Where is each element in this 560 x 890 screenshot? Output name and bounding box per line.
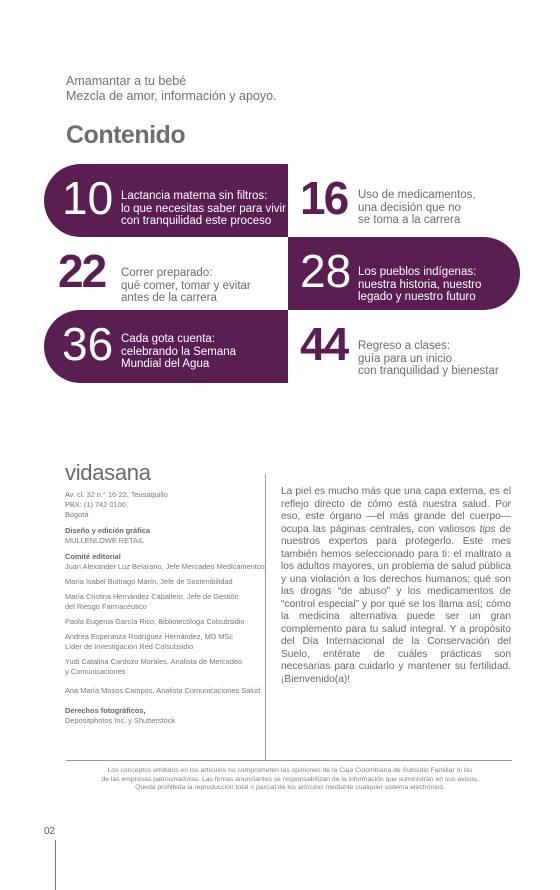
- page-number: 02: [44, 826, 56, 837]
- committee-member: [65, 686, 265, 696]
- page-rule: [55, 840, 56, 890]
- toc-page-number: 28: [300, 245, 352, 297]
- disclaimer-line: de las empresas patrocinadoras. Las firmas anunciantes se responsabilizan de la información que suministran en sus avisos.: [101, 775, 479, 783]
- toc-line: celebrando la Semana: [121, 345, 237, 358]
- member-line: Andrea Esperanza Rodríguez Hernández, MD MSc: [65, 632, 234, 641]
- toc-page-number: 36: [62, 318, 114, 370]
- toc-line: guía para un inicio: [358, 352, 452, 365]
- toc-item-title: [358, 189, 476, 227]
- editorial-part: La piel es mucho más que una capa externa, es el reflejo directo de cómo está nuestra salud. Por eso, este órgano —el más grande del cuerpo— ocupa las páginas centrales, con valiosos: [281, 486, 511, 535]
- member-line: Juan Alexander Luz Belarano, Jefe Mercadeo Medicamentos: [65, 562, 265, 571]
- toc-page-number: 16: [300, 172, 348, 224]
- toc-page-number: 44: [300, 318, 348, 370]
- toc-item-36[interactable]: [44, 310, 288, 383]
- toc-line: lo que necesitas saber para vivir: [121, 202, 286, 215]
- toc-line: legado y nuestro futuro: [358, 291, 476, 303]
- toc-item-title: [121, 190, 286, 228]
- toc-item-title: [358, 266, 481, 304]
- committee-member: [65, 577, 265, 587]
- disclaimer: [60, 767, 520, 793]
- intro-line-2: Mezcla de amor, información y apoyo.: [66, 89, 277, 103]
- member-line: María Isabel Buitrago Marín, Jefe de Sostenibilidad: [65, 577, 233, 586]
- toc-line: Los pueblos indígenas:: [358, 266, 477, 278]
- design-name: MULLENLOWE RETAIL: [65, 536, 145, 545]
- contents-title: Contenido: [66, 121, 186, 149]
- address-block: [65, 490, 265, 520]
- committee-member: [65, 562, 265, 572]
- design-block: [65, 526, 265, 546]
- toc-line: Uso de medicamentos,: [358, 189, 476, 201]
- photos-block: [65, 706, 265, 726]
- committee-member: [65, 617, 265, 627]
- disclaimer-line: Los conceptos emitidos en los artículos no comprometen las opiniones de la Caja Colombiana de Subsidio Familiar ni las: [107, 767, 473, 774]
- toc-line: Lactancia materna sin filtros:: [121, 190, 268, 202]
- committee-block: [65, 552, 265, 696]
- toc-item-44[interactable]: [288, 310, 532, 383]
- editorial-part: de nuestros expertos para protegerlo. Este mes también hemos seleccionado para ti: el maltrato a los adultos mayores, un problema de salud pública y una violación a los derechos humanos; qué son las drogas “de abuso” y los medicamentos de “control especial” y por qué se los llama así; cómo la medicina alternativa puede ser un gran complemento para tu salud integral. Y a propósito del Día Internacional de la Conservación del Suelo, entérate de cuáles prácticas son necesarias para cuidarlo y mantener su fertilidad. ¡Bienvenido(a)!: [281, 523, 511, 685]
- member-line: Ana María Mosos Campos, Analista Comunicaciones Salud: [65, 686, 261, 695]
- committee-member: [65, 657, 265, 677]
- toc-item-title: [121, 267, 251, 305]
- disclaimer-line: Queda prohibida la reproducción total o parcial de los artículos mediante cualquier sistema electrónico.: [135, 784, 445, 792]
- committee-heading: Comité editorial: [65, 552, 121, 561]
- toc-line: Cada gota cuenta:: [121, 333, 215, 345]
- toc-line: qué comer, tomar y evitar: [121, 279, 251, 292]
- address-line: Av. cl. 32 n.° 16-22, Teusaquillo: [65, 490, 168, 499]
- toc-line: una decisión que no: [358, 201, 461, 214]
- photos-heading: Derechos fotográficos,: [65, 706, 146, 715]
- toc-line: nuestra historia, nuestro: [358, 278, 482, 291]
- editorial-italic: tips: [479, 523, 496, 535]
- toc-item-10[interactable]: [44, 164, 288, 237]
- toc-item-16[interactable]: [288, 164, 532, 237]
- photos-credit: Depositphotos Inc. y Shutterstock: [65, 716, 176, 725]
- intro-heading: [66, 74, 277, 104]
- phone-line: PBX: (1) 742 0100: [65, 500, 126, 509]
- member-line: y Comunicaciones: [65, 667, 126, 676]
- toc-line: antes de la carrera: [121, 292, 217, 304]
- toc-item-title: [358, 340, 499, 378]
- brand-logo: vidasana: [65, 460, 151, 485]
- committee-member: [65, 592, 265, 612]
- footer-divider: [66, 760, 512, 761]
- toc-item-22[interactable]: [44, 237, 288, 310]
- toc-item-title: [121, 333, 236, 371]
- toc-line: Regreso a clases:: [358, 340, 451, 352]
- toc-page-number: 10: [62, 172, 114, 224]
- member-line: Líder de Investigación Red Colsubsidio: [65, 642, 194, 651]
- member-line: María Cristina Hernández Caballero, Jefe de Gestión: [65, 592, 239, 601]
- member-line: del Riesgo Farmacéutico: [65, 602, 147, 611]
- editorial-text: [281, 486, 511, 686]
- committee-member: [65, 632, 265, 652]
- column-divider: [265, 474, 266, 760]
- intro-line-1: Amamantar a tu bebé: [66, 74, 187, 88]
- toc-item-28[interactable]: [288, 237, 520, 310]
- member-line: Paola Eugenia García Rico, Bibliotecóloga Colsubsidio: [65, 617, 245, 626]
- toc-line: se toma a la carrera: [358, 214, 461, 226]
- city-line: Bogotá: [65, 510, 89, 519]
- toc-page-number: 22: [58, 245, 106, 297]
- toc-line: con tranquilidad este proceso: [121, 215, 272, 227]
- toc-line: con tranquilidad y bienestar: [358, 365, 499, 377]
- toc-line: Mundial del Agua: [121, 358, 210, 370]
- design-heading: Diseño y edición gráfica: [65, 526, 151, 535]
- toc-line: Correr preparado:: [121, 267, 213, 279]
- masthead: [65, 490, 265, 732]
- member-line: Yudi Catalina Cardozo Morales, Analista de Mercadeo: [65, 657, 243, 666]
